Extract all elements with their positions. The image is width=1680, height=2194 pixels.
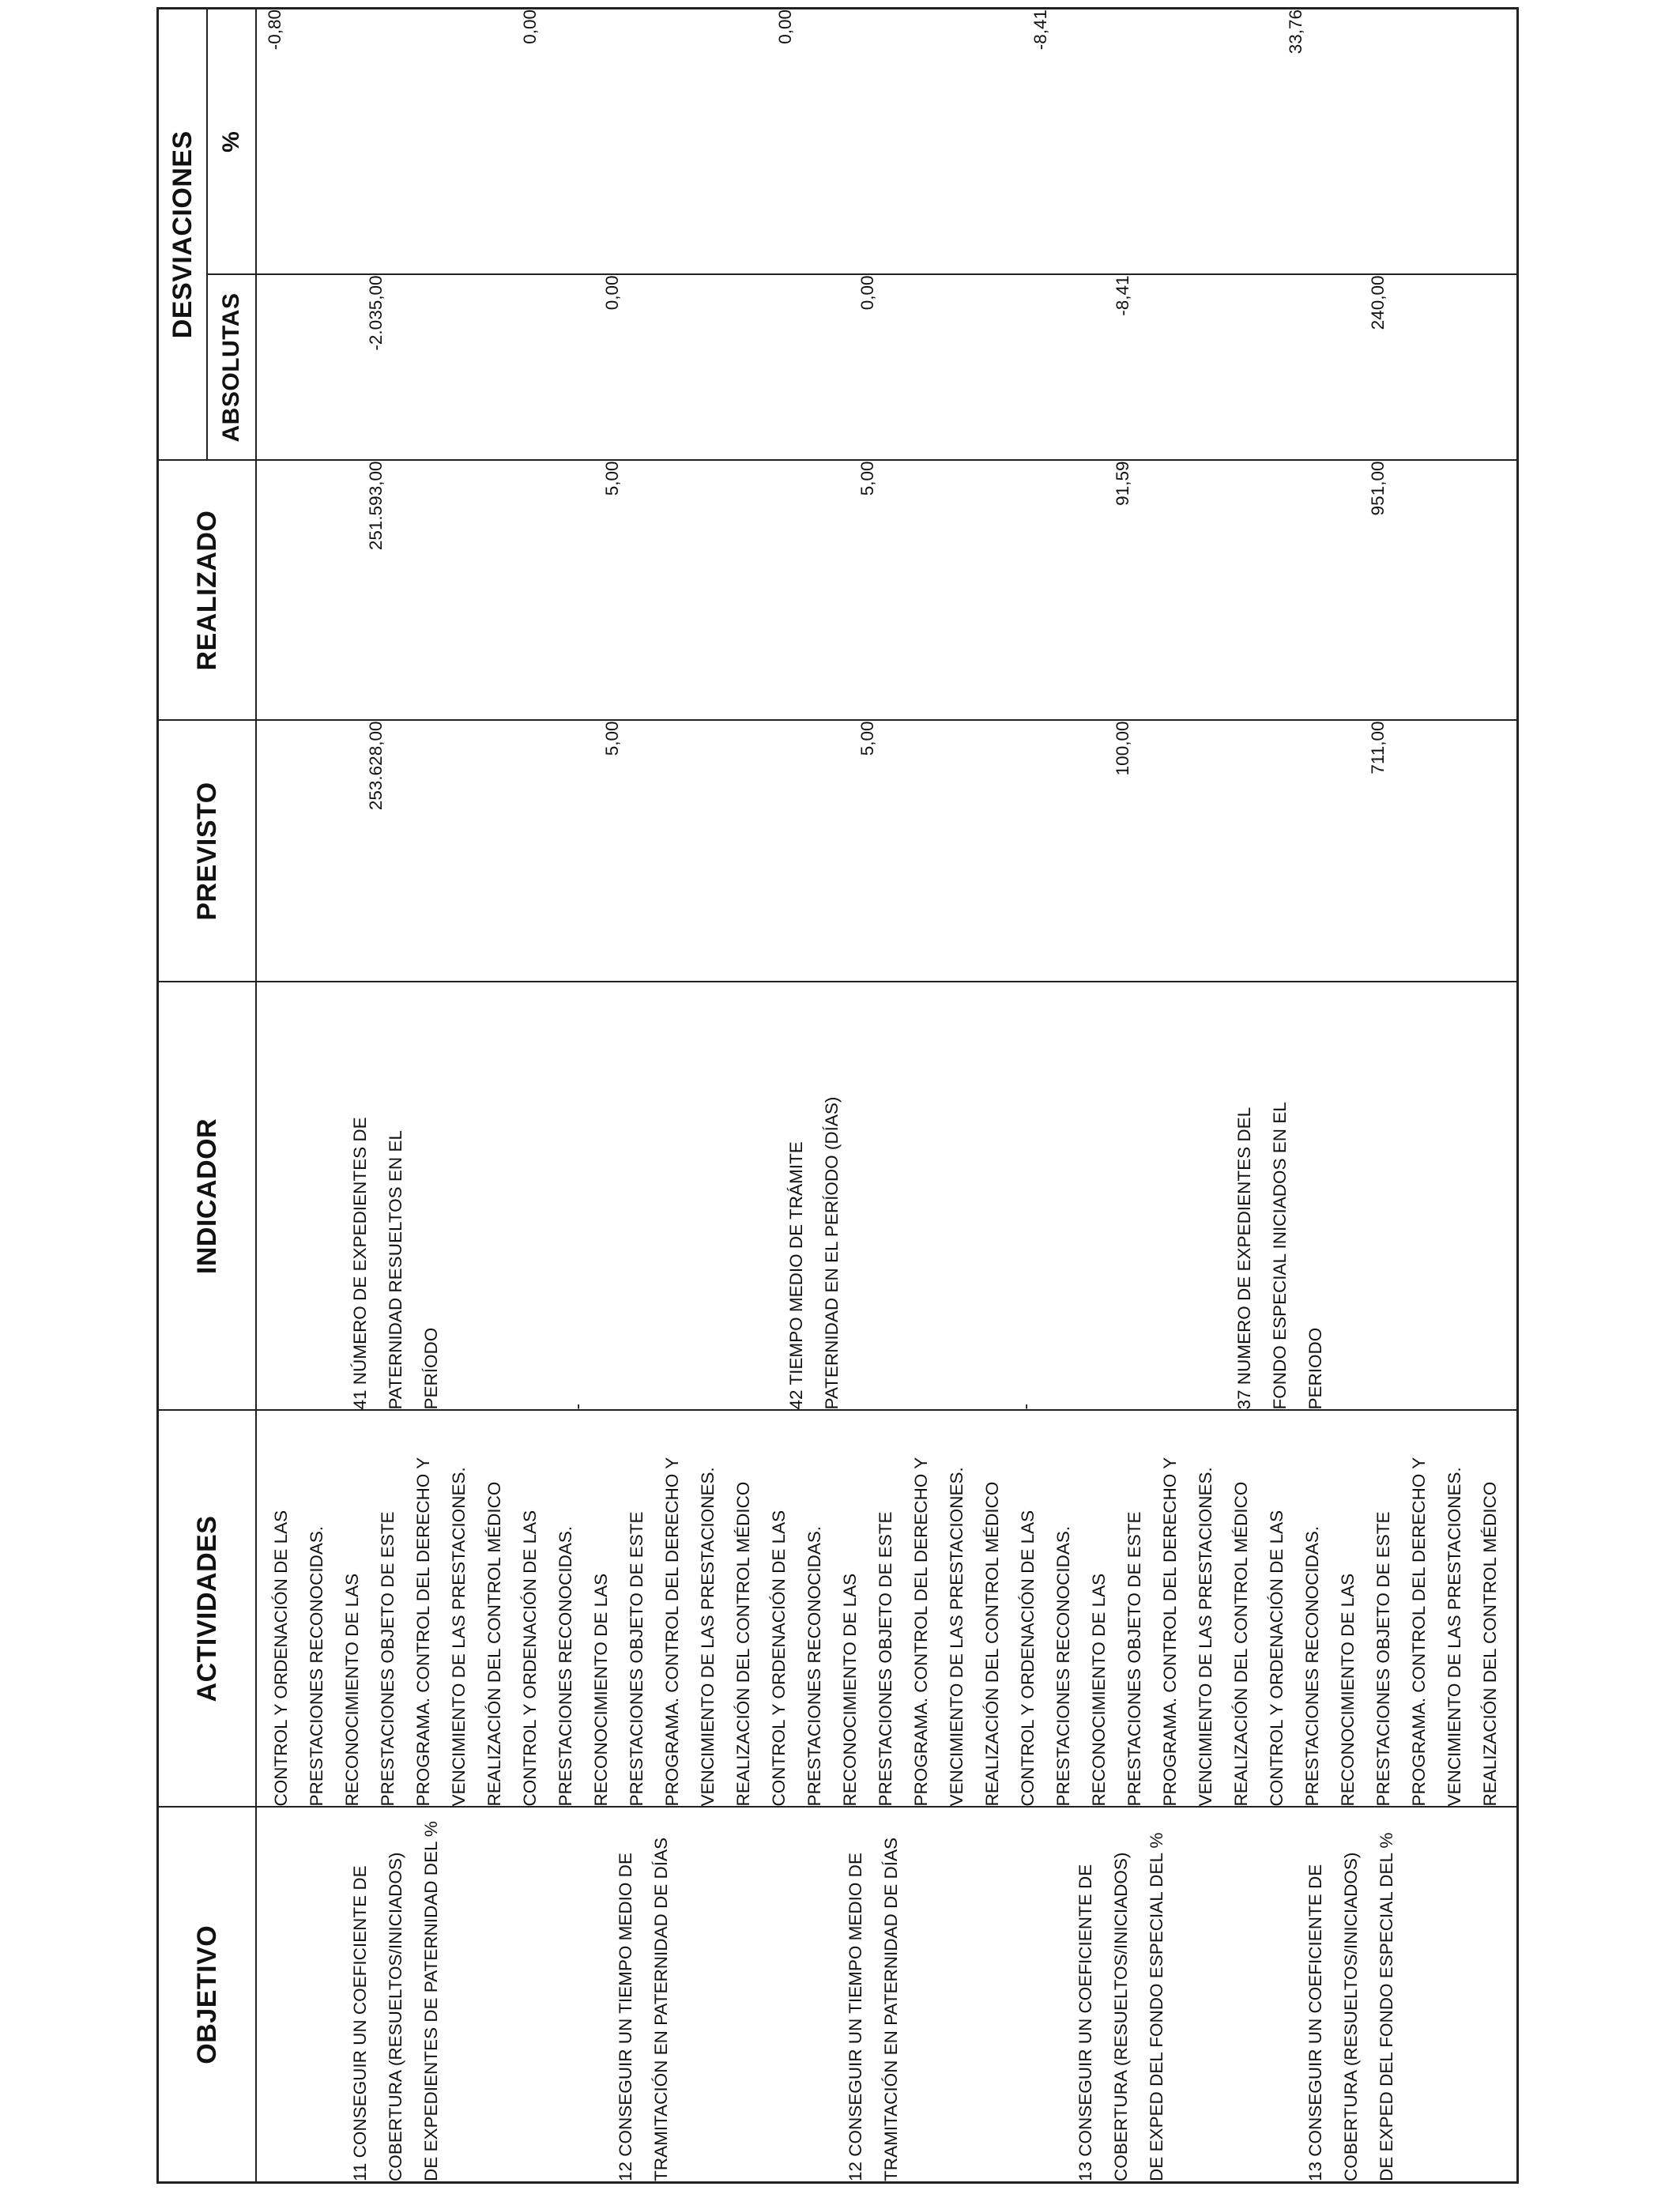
header-porcentaje: %	[207, 8, 256, 274]
row-5-segment: 13 CONSEGUIR UN COEFICIENTE DE COBERTURA (RESUELTOS/INICIADOS) DE EXPED DEL FONDO ESPECIAL DEL %	[1305, 1832, 1396, 2181]
report-table	[156, 7, 1519, 2184]
actividades-cell: CONTROL Y ORDENACIÓN DE LAS PRESTACIONES RECONOCIDAS. RECONOCIMIENTO DE LAS PRESTACIONES OBJETO DE ESTE PROGRAMA. CONTROL DEL DERECHO Y VENCIMIENTO DE LAS PRESTACIONES. REALIZACIÓN DEL CONTROL MÉDICO CONTROL Y ORDENACIÓN DE LAS PRESTACIONES RECONOCIDAS. RECONOCIMIENTO DE LAS PRESTACIONES OBJETO DE ESTE PROGRAMA. CONTROL DEL DERECHO Y VENCIMIENTO DE LAS PRESTACIONES. REALIZACIÓN DEL CONTROL MÉDICO CONTROL Y ORDENACIÓN DE LAS PRESTACIONES RECONOCIDAS. RECONOCIMIENTO DE LAS PRESTACIONES OBJETO DE ESTE PROGRAMA. CONTROL DEL DERECHO Y VENCIMIENTO DE LAS PRESTACIONES. REALIZACIÓN DEL CONTROL MÉDICO CONTROL Y ORDENACIÓN DE LAS PRESTACIONES RECONOCIDAS. RECONOCIMIENTO DE LAS PRESTACIONES OBJETO DE ESTE PROGRAMA. CONTROL DEL DERECHO Y VENCIMIENTO DE LAS PRESTACIONES. REALIZACIÓN DEL CONTROL MÉDICO CONTROL Y ORDENACIÓN DE LAS PRESTACIONES RECONOCIDAS. RECONOCIMIENTO DE LAS PRESTACIONES OBJETO DE ESTE PROGRAMA. CONTROL DEL DERECHO Y VENCIMIENTO DE LAS PRESTACIONES. REALIZACIÓN DEL CONTROL MÉDICO	[256, 1411, 1518, 1808]
absolutas-value: -8,41	[1113, 275, 1132, 316]
row-3-segment: 12 CONSEGUIR UN TIEMPO MEDIO DE TRAMITACIÓN EN PATERNIDAD DE DÍAS	[846, 1837, 901, 2181]
row-1-segment: 11 CONSEGUIR UN COEFICIENTE DE COBERTURA (RESUELTOS/INICIADOS) DE EXPEDIENTES DE PATERNIDAD DEL %	[350, 1821, 441, 2181]
table-row	[256, 8, 1518, 2182]
previsto-cell	[256, 721, 1518, 982]
absolutas-cell	[256, 275, 1518, 461]
porcentaje-cell	[256, 8, 1518, 274]
header-desviaciones: DESVIACIONES	[158, 8, 208, 460]
previsto-value: 253.628,00	[366, 721, 386, 811]
previsto-value: 711,00	[1368, 721, 1388, 775]
realizado-value: 91,59	[1113, 461, 1132, 506]
previsto-value: 5,00	[602, 721, 622, 756]
previsto-value: 5,00	[857, 721, 877, 756]
previsto-value: 100,00	[1113, 721, 1132, 776]
row-4-segment: 13 CONSEGUIR UN COEFICIENTE DE COBERTURA (RESUELTOS/INICIADOS) DE EXPED DEL FONDO ESPECIAL DEL %	[1075, 1832, 1166, 2181]
realizado-value: 5,00	[602, 461, 622, 496]
porcentaje-value: 0,00	[520, 9, 540, 44]
header-actividades: ACTIVIDADES	[158, 1411, 257, 1808]
realizado-cell	[256, 461, 1518, 721]
absolutas-value: -2.035,00	[366, 275, 386, 351]
absolutas-value: 240,00	[1368, 275, 1388, 330]
rotated-table-container	[156, 9, 1519, 2184]
porcentaje-value: -8,41	[1030, 9, 1050, 51]
header-absolutas: ABSOLUTAS	[207, 275, 256, 461]
absolutas-value: 0,00	[602, 275, 622, 311]
header-indicador: INDICADOR	[158, 982, 257, 1411]
absolutas-value: 0,00	[857, 275, 877, 311]
header-realizado: REALIZADO	[158, 461, 257, 721]
porcentaje-value: 33,76	[1286, 9, 1305, 55]
header-objetivo: OBJETIVO	[158, 1808, 257, 2183]
porcentaje-value: 0,00	[775, 9, 795, 44]
header-previsto: PREVISTO	[158, 721, 257, 982]
realizado-value: 251.593,00	[366, 461, 386, 551]
objetivo-cell	[256, 1808, 1518, 2183]
realizado-value: 951,00	[1368, 461, 1388, 516]
indicador-cell: 41 NÚMERO DE EXPEDIENTES DE PATERNIDAD RESUELTOS EN EL PERÍODO - 42 TIEMPO MEDIO DE TRÁMITE PATERNIDAD EN EL PERÍODO (DÍAS) - 37 NUMERO DE EXPEDIENTES DEL FONDO ESPECIAL INICIADOS EN EL PERIODO	[256, 982, 1518, 1411]
row-2-segment: 12 CONSEGUIR UN TIEMPO MEDIO DE TRAMITACIÓN EN PATERNIDAD DE DÍAS	[616, 1837, 671, 2181]
porcentaje-value: -0,80	[265, 9, 284, 51]
realizado-value: 5,00	[857, 461, 877, 496]
